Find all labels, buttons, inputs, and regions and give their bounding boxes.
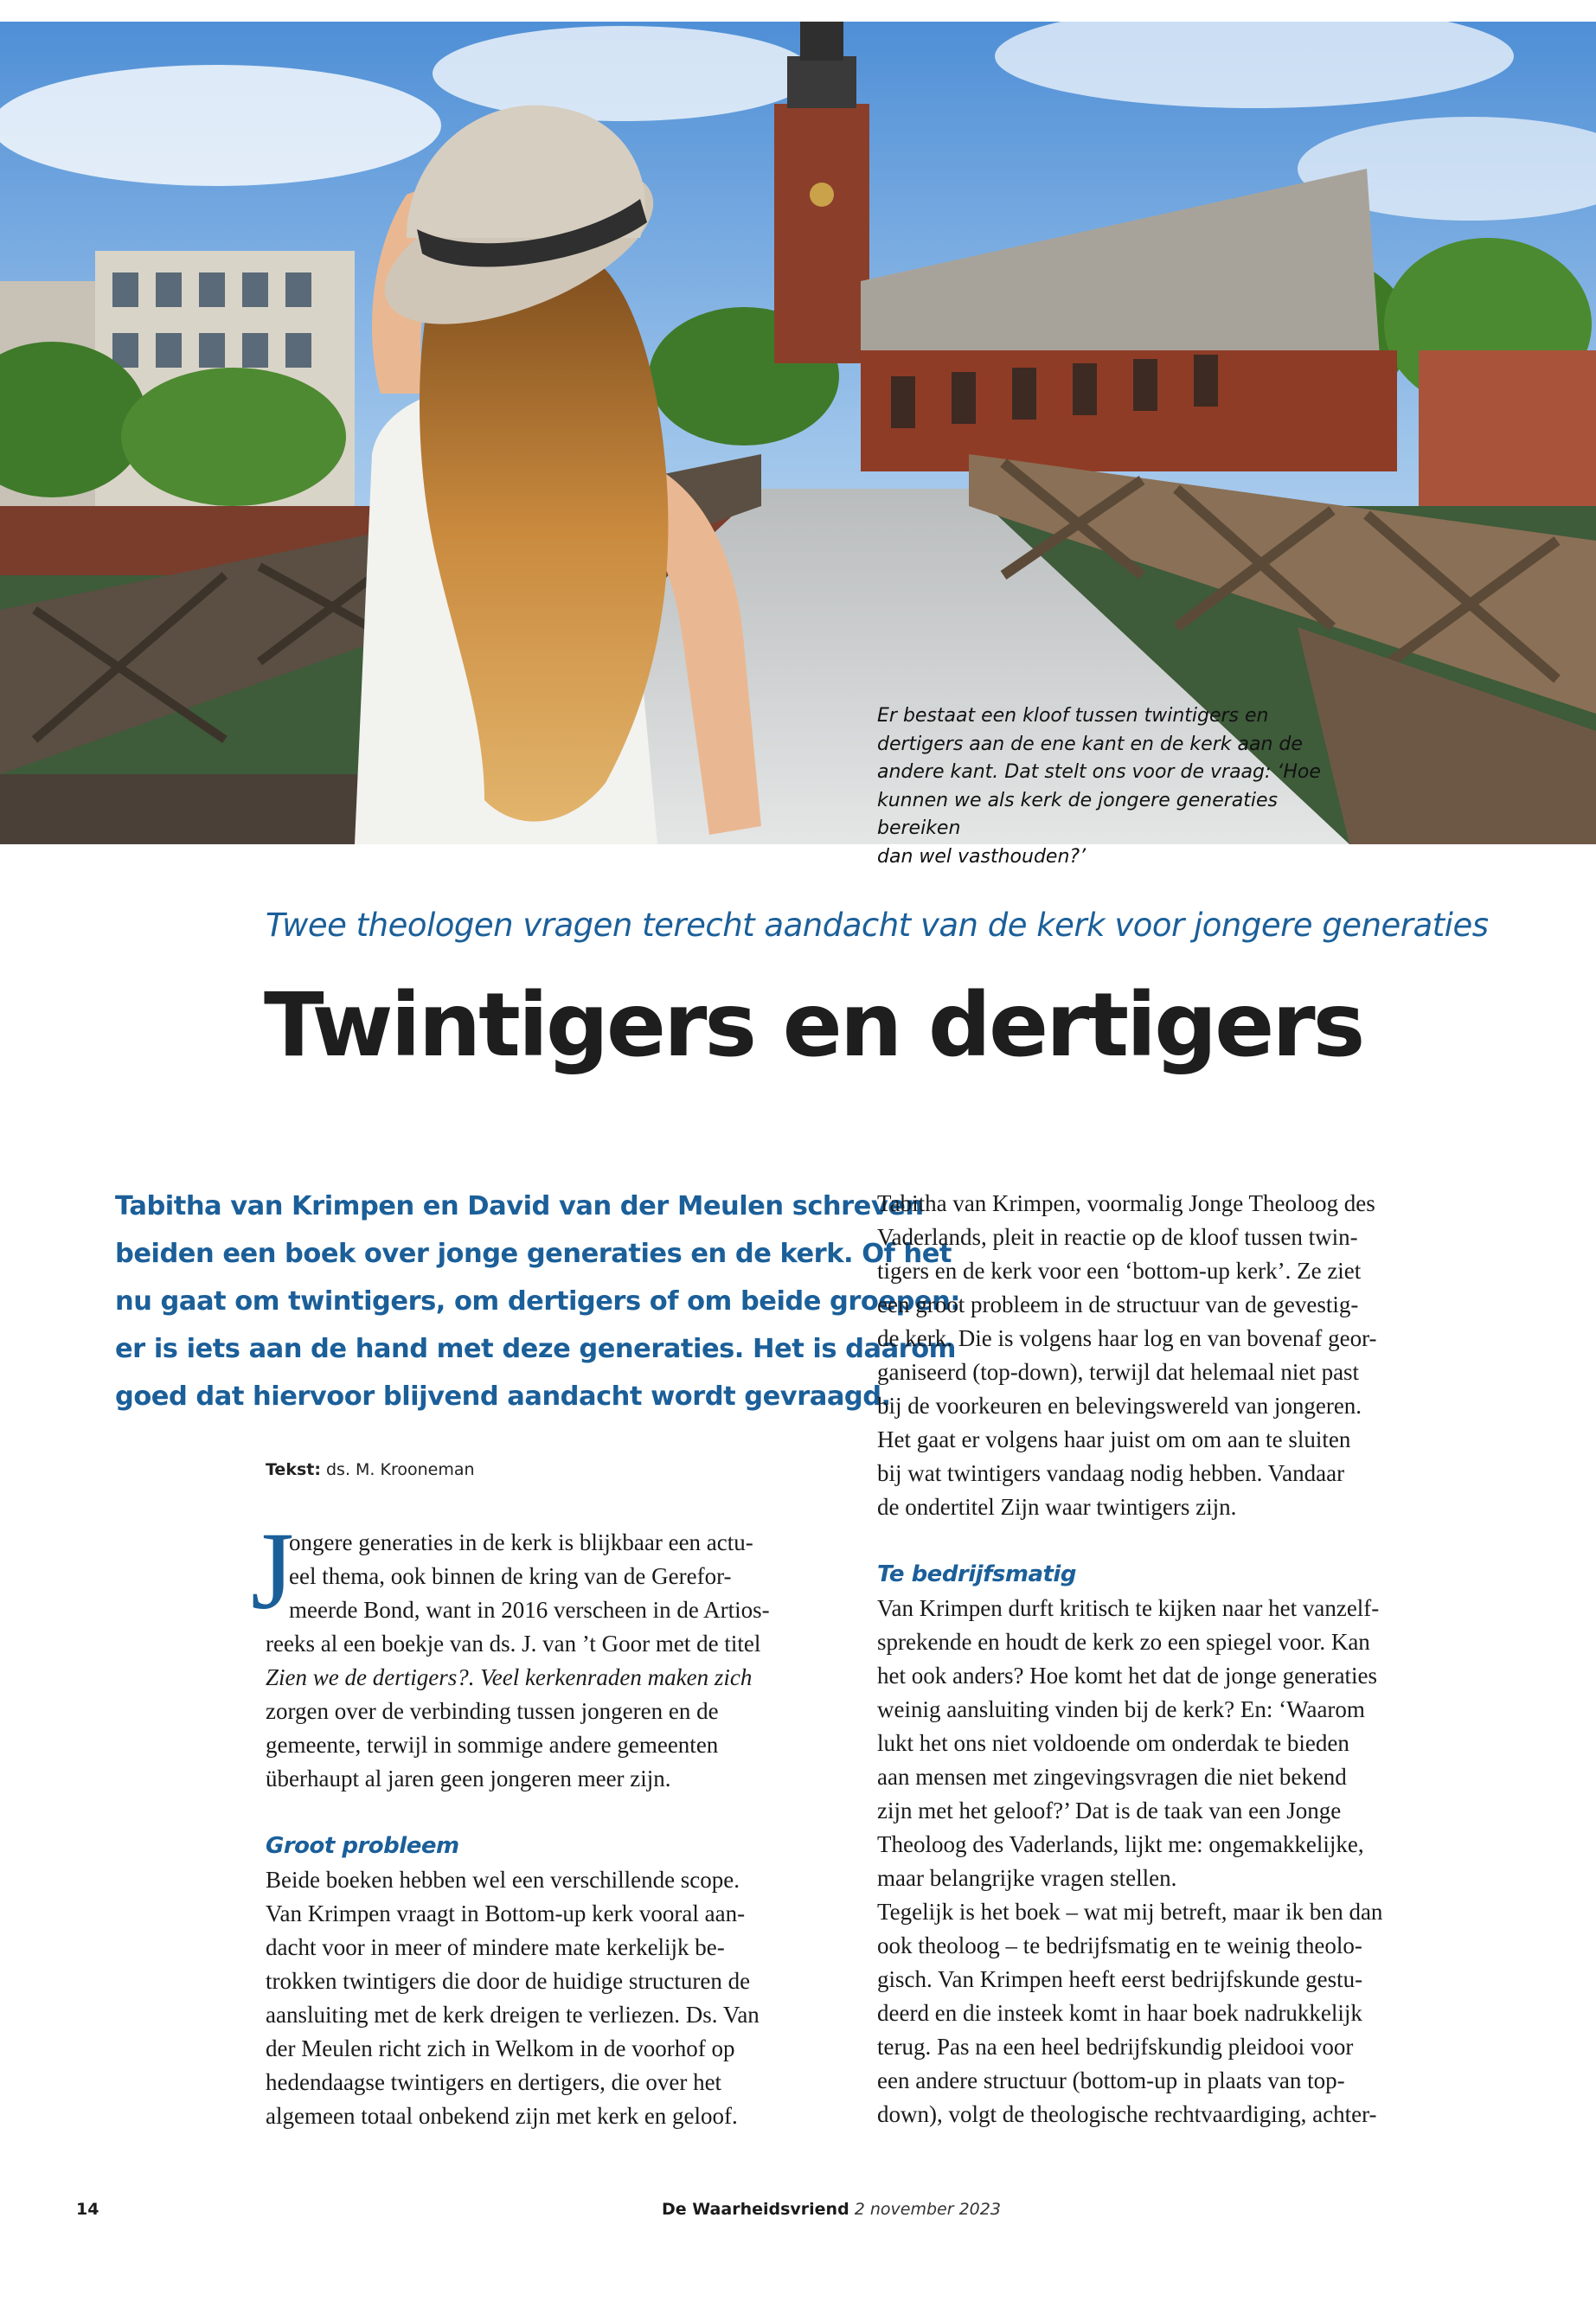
body-line: een andere structuur (bottom-up in plaats van top-: [877, 2067, 1345, 2093]
body-line: een groot probleem in de structuur van de gevestig-: [877, 1292, 1359, 1317]
article-title: Twintigers en dertigers: [264, 974, 1363, 1077]
body-line: eel thema, ook binnen de kring van de Gerefor-: [289, 1563, 732, 1589]
body-line: maar belangrijke vragen stellen.: [877, 1865, 1177, 1891]
lead-line: nu gaat om twintigers, om dertigers of om beide groepen:: [115, 1286, 960, 1317]
body-line: reeks al een boekje van ds. J. van ’t Goor met de titel: [266, 1631, 761, 1657]
body-line: Zien we de dertigers?. Veel kerkenraden maken zich: [266, 1664, 753, 1690]
body-line: weinig aansluiting vinden bij de kerk? En: ‘Waarom: [877, 1696, 1365, 1722]
byline-label: Tekst:: [266, 1460, 321, 1479]
article-subtitle: Twee theologen vragen terecht aandacht van de kerk voor jongere generaties: [266, 907, 1489, 944]
body-line: Van Krimpen vraagt in Bottom-up kerk vooral aan-: [266, 1900, 746, 1926]
body-line: der Meulen richt zich in Welkom in de voorhof op: [266, 2035, 735, 2061]
body-line: down), volgt de theologische rechtvaardiging, achter-: [877, 2101, 1377, 2127]
section-heading: Groot probleem: [266, 1833, 459, 1859]
lead-line: Tabitha van Krimpen en David van der Meulen schreven: [115, 1191, 924, 1221]
body-line: ook theoloog – te bedrijfsmatig en te weinig theolo-: [877, 1932, 1362, 1958]
lead-line: er is iets aan de hand met deze generaties. Het is daarom: [115, 1334, 956, 1364]
drop-cap: J: [251, 1509, 294, 1632]
byline: [266, 1460, 475, 1479]
byline-author: ds. M. Krooneman: [326, 1460, 475, 1479]
column-left: [266, 1526, 854, 2133]
issue-date: 2 november 2023: [854, 2200, 1001, 2219]
body-line: Theoloog des Vaderlands, lijkt me: ongemakkelijke,: [877, 1831, 1364, 1857]
caption-line: andere kant. Dat stelt ons voor de vraag: ‘Hoe: [877, 761, 1321, 783]
body-line: meerde Bond, want in 2016 verscheen in de Artios-: [289, 1597, 770, 1623]
caption-line: Er bestaat een kloof tussen twintigers en: [877, 705, 1269, 727]
body-line: Tegelijk is het boek – wat mij betreft, maar ik ben dan: [877, 1899, 1383, 1925]
body-line: de ondertitel Zijn waar twintigers zijn.: [877, 1494, 1237, 1520]
section-heading: Te bedrijfsmatig: [877, 1561, 1076, 1587]
body-line: het ook anders? Hoe komt het dat de jonge generaties: [877, 1663, 1378, 1689]
magazine-name: De Waarheidsvriend: [662, 2200, 849, 2219]
body-line: terug. Pas na een heel bedrijfskundig pleidooi voor: [877, 2034, 1354, 2060]
body-line: zijn met het geloof?’ Dat is de taak van een Jonge: [877, 1798, 1342, 1823]
body-line: de kerk. Die is volgens haar log en van bovenaf geor-: [877, 1325, 1377, 1351]
body-line: tigers en de kerk voor een ‘bottom-up kerk’. Ze ziet: [877, 1258, 1362, 1284]
body-line: Van Krimpen durft kritisch te kijken naar het vanzelf-: [877, 1595, 1380, 1621]
caption-line: dan wel vasthouden?’: [877, 845, 1086, 868]
body-line: lukt het ons niet voldoende om onderdak te bieden: [877, 1730, 1349, 1756]
body-line: ongere generaties in de kerk is blijkbaar een actu-: [289, 1529, 753, 1555]
body-line: deerd en die insteek komt in haar boek nadrukkelijk: [877, 2000, 1362, 2026]
body-line: Tabitha van Krimpen, voormalig Jonge Theoloog des: [877, 1190, 1375, 1216]
body-line: trokken twintigers die door de huidige structuren de: [266, 1968, 751, 1994]
body-line: bij de voorkeuren en belevingswereld van jongeren.: [877, 1393, 1362, 1419]
body-line: Beide boeken hebben wel een verschillende scope.: [266, 1867, 740, 1893]
body-line: aan mensen met zingevingsvragen die niet bekend: [877, 1764, 1347, 1790]
body-line: ganiseerd (top-down), terwijl dat helemaal niet past: [877, 1359, 1360, 1385]
body-line: sprekende en houdt de kerk zo een spiegel voor. Kan: [877, 1629, 1370, 1655]
caption-line: kunnen we als kerk de jongere generaties bereiken: [877, 789, 1278, 839]
body-line: zorgen over de verbinding tussen jongeren en de: [266, 1698, 719, 1724]
footer-magazine: [662, 2200, 1001, 2219]
body-line: Het gaat er volgens haar juist om om aan te sluiten: [877, 1426, 1351, 1452]
hero-illustration: [0, 22, 1596, 844]
body-line: gisch. Van Krimpen heeft eerst bedrijfskunde gestu-: [877, 1966, 1363, 1992]
body-line: bij wat twintigers vandaag nodig hebben. Vandaar: [877, 1460, 1345, 1486]
page-number: 14: [76, 2200, 99, 2219]
body-line: algemeen totaal onbekend zijn met kerk en geloof.: [266, 2103, 738, 2129]
body-line: aansluiting met de kerk dreigen te verliezen. Ds. Van: [266, 2002, 760, 2028]
lead-paragraph: [115, 1183, 960, 1420]
lead-line: goed dat hiervoor blijvend aandacht wordt gevraagd.: [115, 1381, 891, 1412]
lead-line: beiden een boek over jonge generaties en de kerk. Of het: [115, 1239, 952, 1269]
body-line: überhaupt al jaren geen jongeren meer zijn.: [266, 1766, 671, 1791]
body-line: dacht voor in meer of mindere mate kerkelijk be-: [266, 1934, 725, 1960]
body-line: hedendaagse twintigers en dertigers, die over het: [266, 2069, 722, 2095]
hero-photo: [0, 22, 1596, 868]
caption-line: dertigers aan de ene kant en de kerk aan de: [877, 733, 1303, 755]
body-line: gemeente, terwijl in sommige andere gemeenten: [266, 1732, 719, 1758]
body-line: Vaderlands, pleit in reactie op de kloof tussen twin-: [877, 1224, 1358, 1250]
photo-caption: [877, 702, 1344, 871]
column-right: [877, 1187, 1465, 2131]
